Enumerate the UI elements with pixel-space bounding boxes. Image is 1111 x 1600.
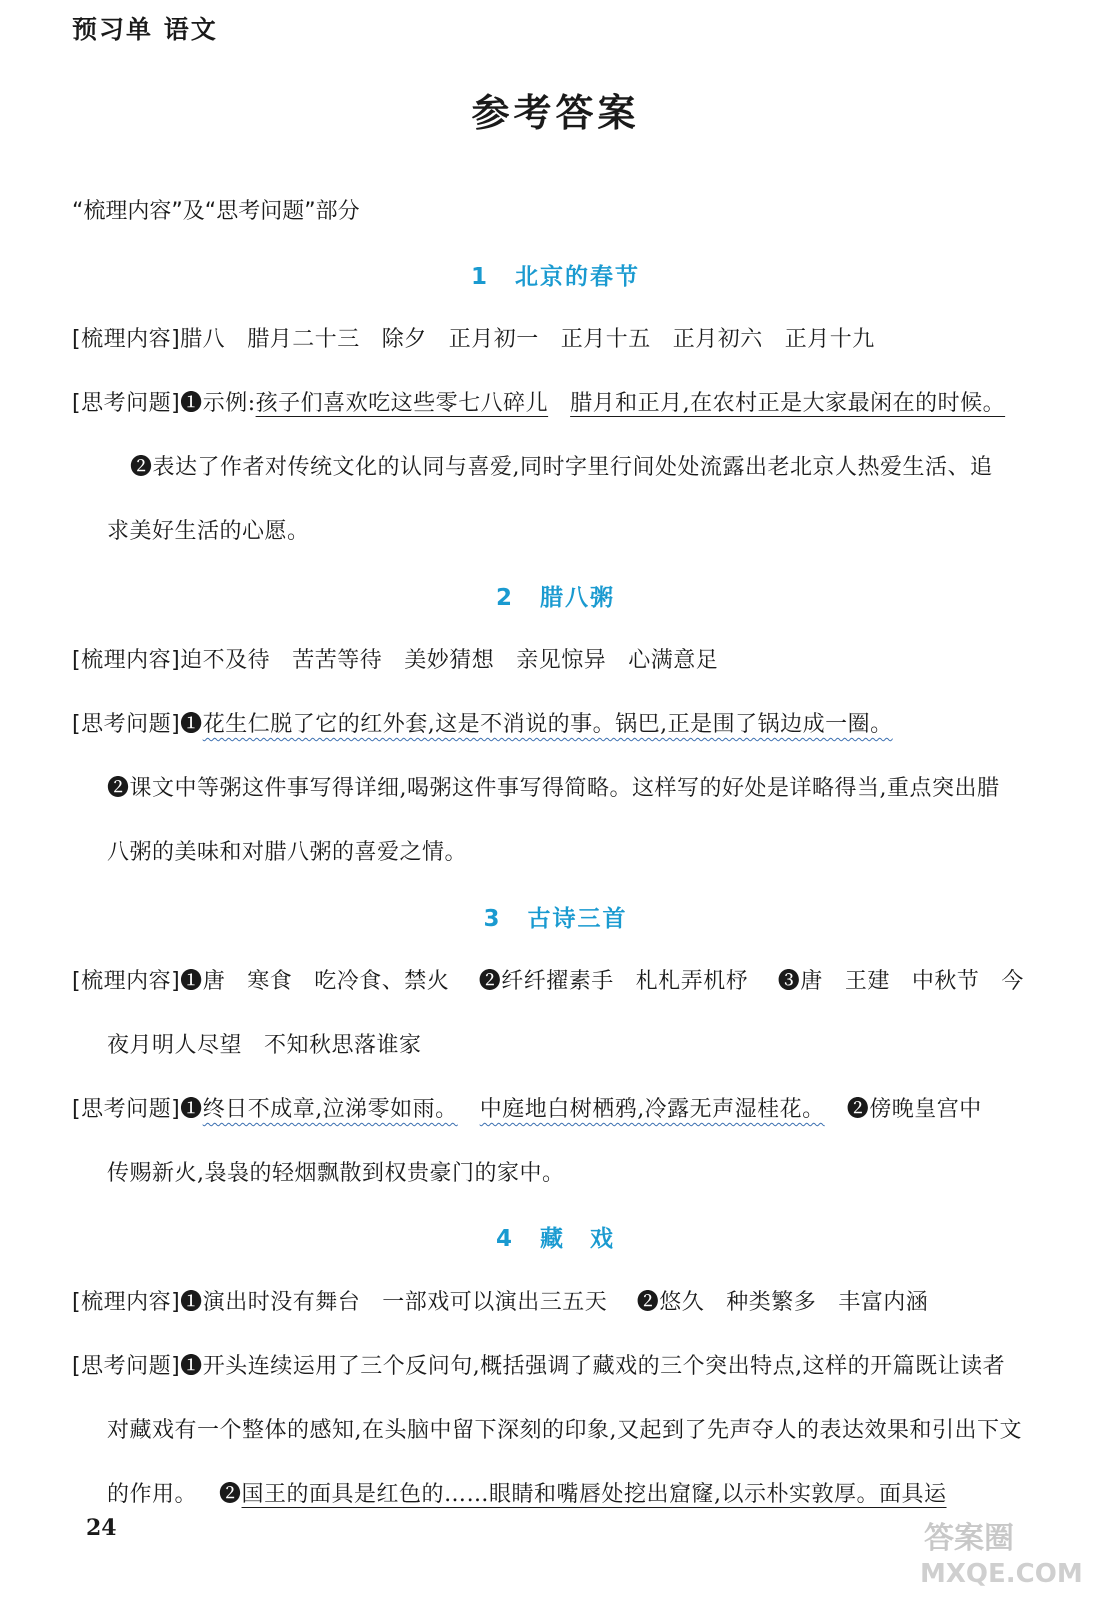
watermark-text-1: 答案圈	[924, 1521, 1014, 1556]
s4-think-line-1: [思考问题]❶开头连续运用了三个反问句,概括强调了藏戏的三个突出特点,这样的开篇既让读者	[72, 1354, 1006, 1379]
s4-think-line-2: 对藏戏有一个整体的感知,在头脑中留下深刻的印象,又起到了先声夺人的表达效果和引出下文	[107, 1418, 1022, 1443]
s3-sort-line-2: 夜月明人尽望 不知秋思落谁家	[107, 1033, 422, 1058]
s4-think-line-3: 的作用。 ❷国王的面具是红色的……眼睛和嘴唇处挖出窟窿,以示朴实敦厚。面具运	[107, 1482, 947, 1507]
section-heading-1: 1 北京的春节	[470, 264, 640, 290]
s1-think-line-1: [思考问题]❶示例:孩子们喜欢吃这些零七八碎儿 腊月和正月,在农村正是大家最闲在的时候。	[72, 391, 1006, 416]
page-title: 参考答案	[471, 91, 640, 135]
part-subtitle: “梳理内容”及“思考问题”部分	[72, 199, 360, 224]
section-heading-3: 3 古诗三首	[483, 906, 628, 932]
s2-think-line-3: 八粥的美味和对腊八粥的喜爱之情。	[107, 840, 468, 865]
s3-sort-line-1: [梳理内容]❶唐 寒食 吃冷食、禁火 ❷纤纤擢素手 札札弄机杼 ❸唐 王建 中秋节 今	[72, 969, 1024, 994]
page-number: 24	[86, 1515, 117, 1541]
book-header: 预习单 语文	[72, 15, 218, 44]
s3-think-line-2: 传赐新火,袅袅的轻烟飘散到权贵豪门的家中。	[107, 1161, 565, 1186]
s2-sort-line: [梳理内容]迫不及待 苦苦等待 美妙猜想 亲见惊异 心满意足	[72, 648, 719, 673]
s1-think-line-2: ❷表达了作者对传统文化的认同与喜爱,同时字里行间处处流露出老北京人热爱生活、追	[130, 455, 993, 480]
s3-think-line-1: [思考问题]❶终日不成章,泣涕零如雨。 中庭地白树栖鸦,冷露无声湿桂花。 ❷傍晚皇宫中	[72, 1097, 982, 1122]
s1-think-line-3: 求美好生活的心愿。	[107, 519, 310, 544]
section-heading-2: 2 腊八粥	[495, 585, 615, 611]
s1-sort-line: [梳理内容]腊八 腊月二十三 除夕 正月初一 正月十五 正月初六 正月十九	[72, 327, 875, 352]
watermark-logo	[912, 1510, 1102, 1590]
s2-think-line-2: ❷课文中等粥这件事写得详细,喝粥这件事写得简略。这样写的好处是详略得当,重点突出腊	[107, 776, 1000, 801]
s4-sort-line: [梳理内容]❶演出时没有舞台 一部戏可以演出三五天 ❷悠久 种类繁多 丰富内涵	[72, 1290, 929, 1315]
s2-think-line-1: [思考问题]❶花生仁脱了它的红外套,这是不消说的事。锅巴,正是围了锅边成一圈。	[72, 712, 893, 737]
section-heading-4: 4 藏 戏	[495, 1226, 615, 1252]
watermark-text-2: MXQE.COM	[920, 1559, 1083, 1589]
